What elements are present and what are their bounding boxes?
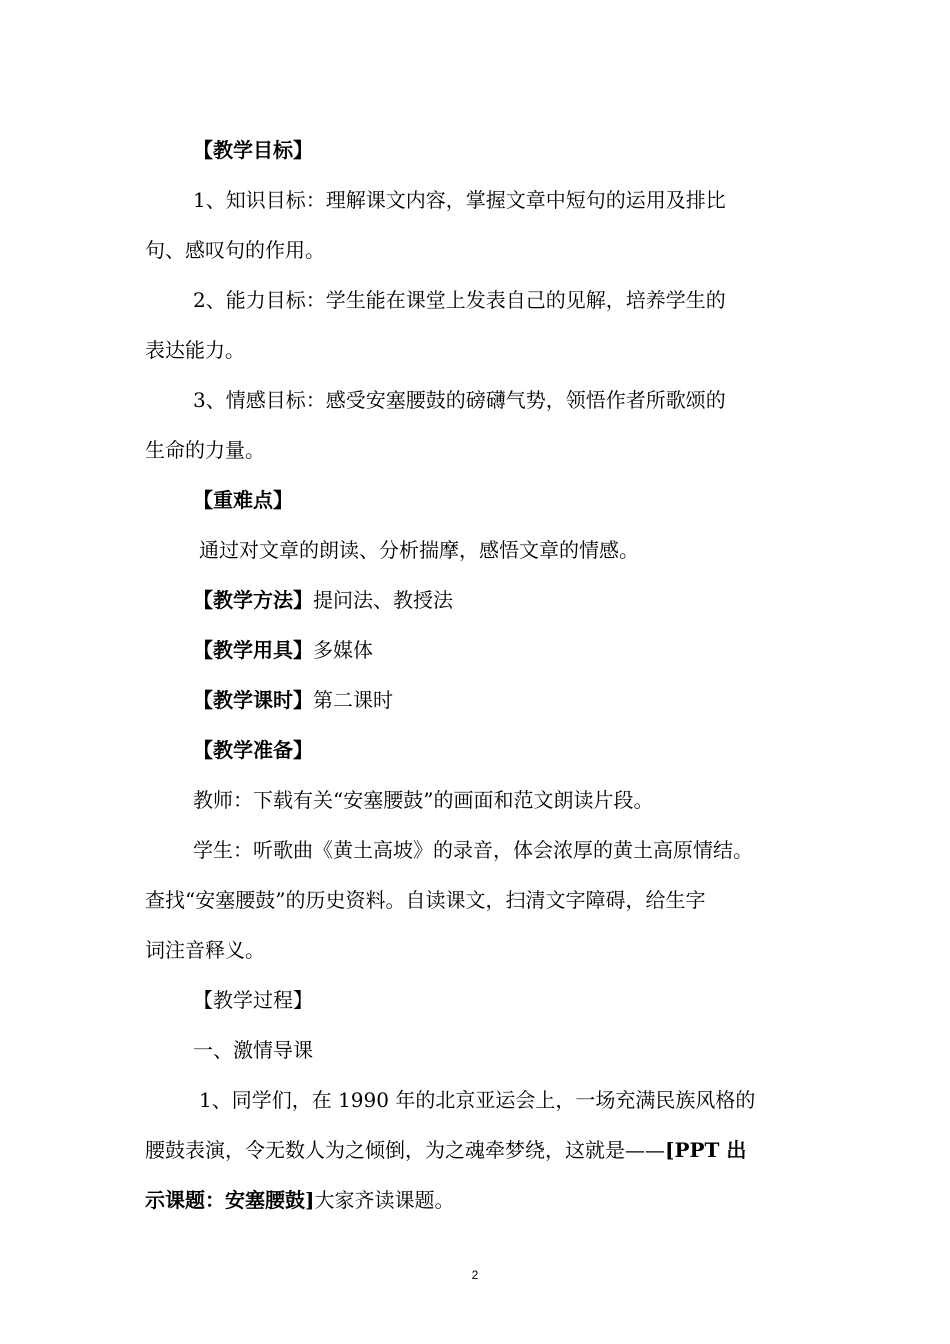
prep-student-line2: 查找“安塞腰鼓”的历史资料。自读课文，扫清文字障碍，给生字 <box>145 888 706 912</box>
step1-ppt-cue-start: [PPT 出 <box>665 1138 747 1162</box>
objective2-line1: 2、能力目标：学生能在课堂上发表自己的见解，培养学生的 <box>193 288 726 312</box>
step1-ppt-cue-end: 示课题：安塞腰鼓] <box>145 1188 315 1212</box>
tools-heading: 【教学用具】 <box>193 638 313 662</box>
step1-heading: 一、激情导课 <box>193 1038 313 1062</box>
prep-teacher: 教师：下载有关“安塞腰鼓”的画面和范文朗读片段。 <box>193 788 654 812</box>
step1-line3 <box>145 1175 825 1225</box>
page-number: 2 <box>471 1268 479 1282</box>
process-heading: 【教学过程】 <box>193 988 313 1012</box>
method-line <box>145 575 873 625</box>
hours-text: 第二课时 <box>313 688 393 712</box>
hours-line <box>145 675 873 725</box>
objective3-line1: 3、情感目标：感受安塞腰鼓的磅礴气势，领悟作者所歌颂的 <box>193 388 726 412</box>
keypoints-heading: 【重难点】 <box>193 488 293 512</box>
hours-heading: 【教学课时】 <box>193 688 313 712</box>
keypoints-text: 通过对文章的朗读、分析揣摩，感悟文章的情感。 <box>199 538 639 562</box>
step1-line3-text: 大家齐读课题。 <box>314 1188 455 1212</box>
tools-text: 多媒体 <box>313 638 373 662</box>
objective1-line2: 句、感叹句的作用。 <box>145 238 325 262</box>
objective2-line2: 表达能力。 <box>145 338 245 362</box>
objective1-line1: 1、知识目标：理解课文内容，掌握文章中短句的运用及排比 <box>193 188 726 212</box>
prep-student-line3: 词注音释义。 <box>145 938 265 962</box>
prep-heading: 【教学准备】 <box>193 738 313 762</box>
step1-line1: 1、同学们，在 1990 年的北京亚运会上，一场充满民族风格的 <box>199 1088 756 1112</box>
step1-line2 <box>145 1125 825 1175</box>
tools-line <box>145 625 873 675</box>
prep-student-line1: 学生：听歌曲《黄土高坡》的录音，体会浓厚的黄土高原情结。 <box>193 838 753 862</box>
method-text: 提问法、教授法 <box>313 588 453 612</box>
objective3-line2: 生命的力量。 <box>145 438 265 462</box>
step1-line2-text: 腰鼓表演，令无数人为之倾倒，为之魂牵梦绕，这就是—— <box>145 1138 665 1162</box>
method-heading: 【教学方法】 <box>193 588 313 612</box>
objectives-heading: 【教学目标】 <box>193 138 313 162</box>
